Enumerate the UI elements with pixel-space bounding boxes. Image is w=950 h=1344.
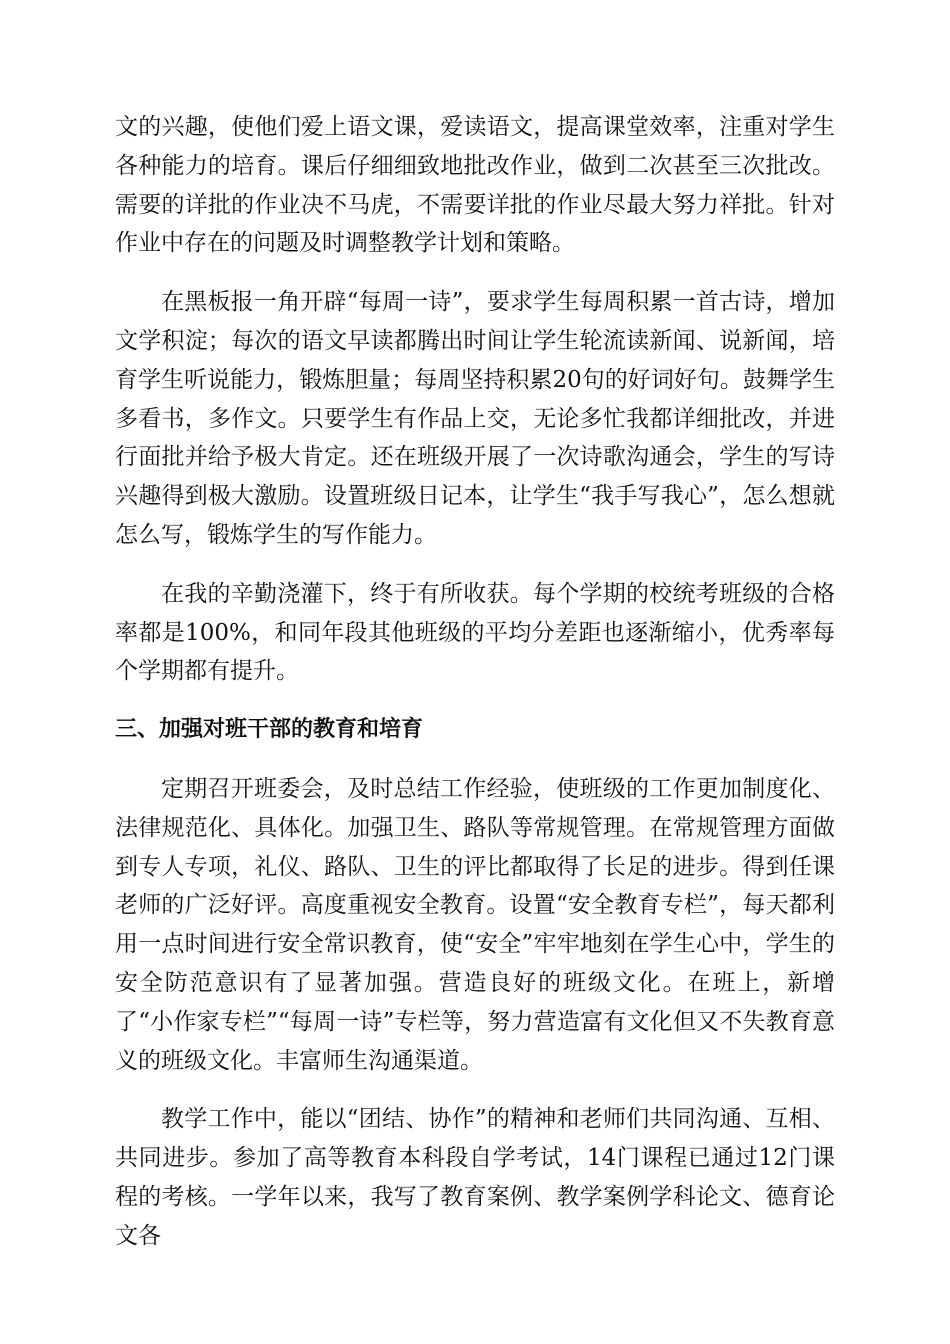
document-body <box>115 108 835 1276</box>
paragraph-5: 教学工作中，能以“团结、协作”的精神和老师们共同沟通、互相、共同进步。参加了高等教育本科段自学考试，14门课程已通过12门课程的考核。一学年以来，我写了教育案例、教学案例学科论文、德育论文各 <box>115 1106 835 1249</box>
paragraph-4: 定期召开班委会，及时总结工作经验，使班级的工作更加制度化、法律规范化、具体化。加强卫生、路队等常规管理。在常规管理方面做到专人专项，礼仪、路队、卫生的评比都取得了长足的进步。得到任课老师的广泛好评。高度重视安全教育。设置“安全教育专栏”，每天都利用一点时间进行安全常识教育，使“安全”牢牢地刻在学生心中，学生的安全防范意识有了显著加强。营造良好的班级文化。在班上，新增了“小作家专栏”“每周一诗”专栏等，努力营造富有文化但又不失教育意义的班级文化。丰富师生沟通渠道。 <box>115 775 835 1074</box>
paragraph-3: 在我的辛勤浇灌下，终于有所收获。每个学期的校统考班级的合格率都是100%，和同年段其他班级的平均分差距也逐渐缩小，优秀率每个学期都有提升。 <box>115 580 835 685</box>
paragraph-2: 在黑板报一角开辟“每周一诗”，要求学生每周积累一首古诗，增加文学积淀；每次的语文早读都腾出时间让学生轮流读新闻、说新闻，培育学生听说能力，锻炼胆量；每周坚持积累20句的好词好句。鼓舞学生多看书，多作文。只要学生有作品上交，无论多忙我都详细批改，并进行面批并给予极大肯定。还在班级开展了一次诗歌沟通会，学生的写诗兴趣得到极大激励。设置班级日记本，让学生“我手写我心”，怎么想就怎么写，锻炼学生的写作能力。 <box>115 289 835 548</box>
paragraph-1: 文的兴趣，使他们爱上语文课，爱读语文，提高课堂效率，注重对学生各种能力的培育。课后仔细细致地批改作业，做到二次甚至三次批改。需要的详批的作业决不马虎，不需要详批的作业尽最大努力祥批。针对作业中存在的问题及时调整教学计划和策略。 <box>115 114 835 257</box>
section-heading: 三、加强对班干部的教育和培育 <box>115 717 424 743</box>
